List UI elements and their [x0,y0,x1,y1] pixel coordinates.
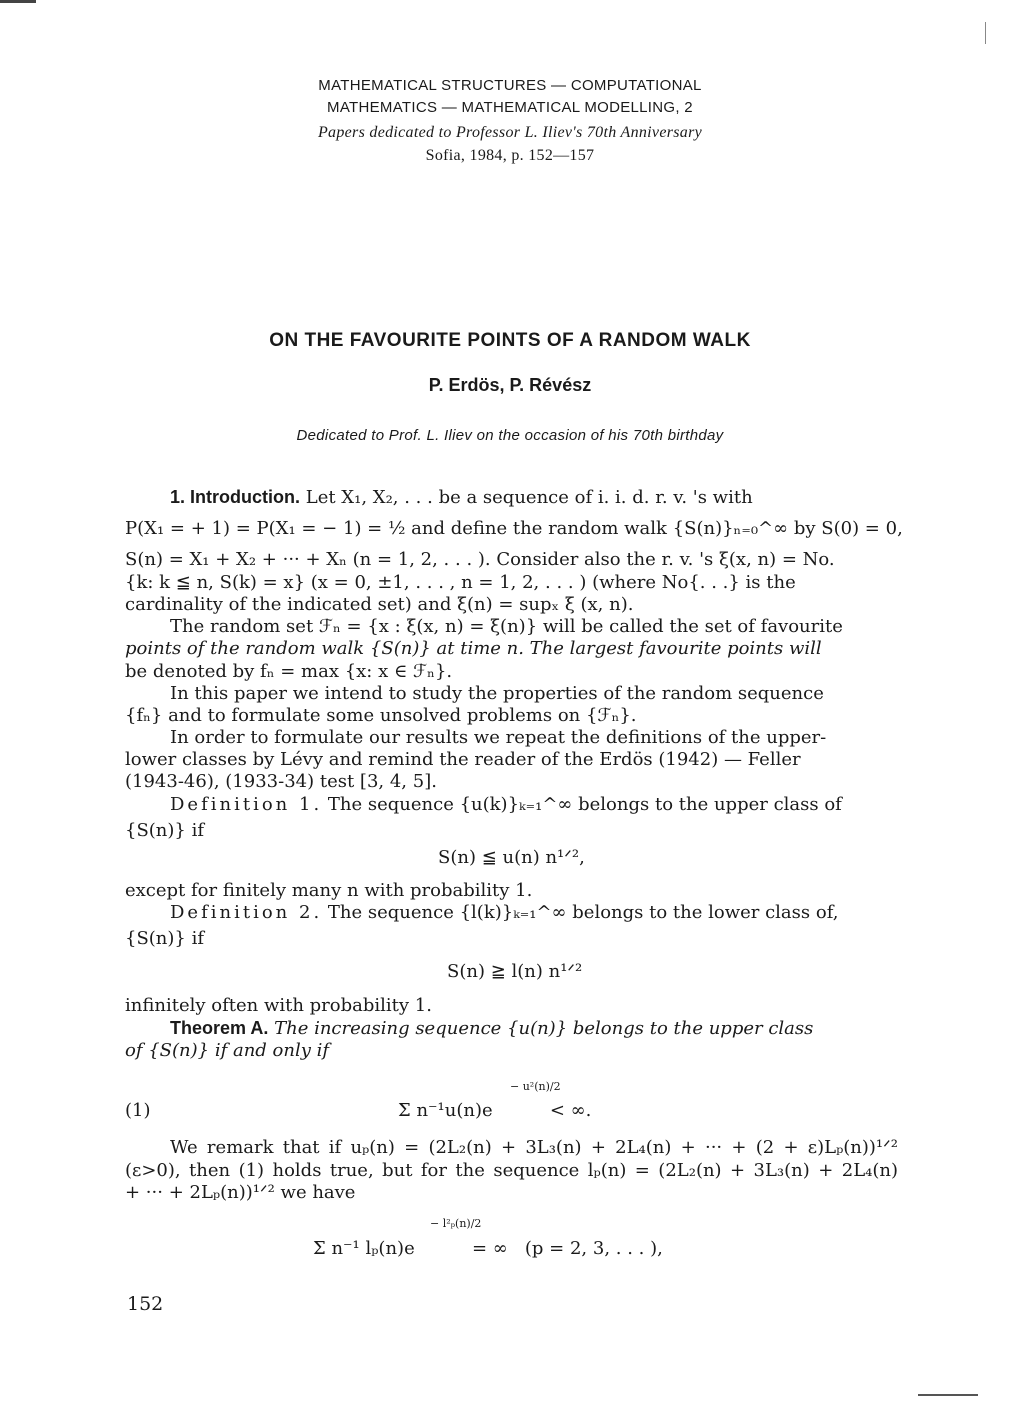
journal-header-line-3: Papers dedicated to Professor L. Iliev's 70th Anniversary [317,124,703,141]
intro-line-11: In order to formulate our results we repeat the definitions of the upper- [170,727,827,748]
definition-1-text: The sequence {u(k)}ₖ₌₁^∞ belongs to the upper class of [327,794,842,815]
intro-line-12: lower classes by Lévy and remind the reader of the Erdös (1942) — Feller [125,749,801,770]
journal-header-line-1: MATHEMATICAL STRUCTURES — COMPUTATIONAL [318,77,702,94]
theorem-a-line [170,1017,898,1040]
definition-1-line-2: {S(n)} if [125,820,205,841]
definition-1-line [170,794,898,816]
definition-2-label: Definition 2. [170,902,323,923]
scan-artifact-top-left [0,0,36,3]
intro-line-9: In this paper we intend to study the properties of the random sequence [170,683,824,704]
intro-line-8: be denoted by fₙ = max {x: x ∈ ℱₙ}. [125,661,453,682]
definition-2-line [170,902,898,924]
intro-line-1 [170,486,898,509]
page-number: 152 [127,1293,164,1315]
journal-header-line-4: Sofia, 1984, p. 152—157 [425,147,595,164]
definition-1-label: Definition 1. [170,794,323,815]
theorem-a-label: Theorem A. [170,1018,269,1038]
equation-1-number: (1) [125,1100,151,1121]
definition-1-equation: S(n) ≦ u(n) n¹ᐟ², [438,847,585,868]
theorem-a-line-2: of {S(n)} if and only if [125,1040,330,1061]
journal-header-line-2: MATHEMATICS — MATHEMATICAL MODELLING, 2 [327,99,693,116]
definition-2-after: infinitely often with probability 1. [125,995,432,1016]
intro-line-6: The random set ℱₙ = {x : ξ(x, n) = ξ(n)} will be called the set of favourite [170,616,843,637]
intro-line-10: {fₙ} and to formulate some unsolved problems on {ℱₙ}. [125,705,637,726]
definition-2-line-2: {S(n)} if [125,928,205,949]
paper-dedication: Dedicated to Prof. L. Iliev on the occasion of his 70th birthday [296,427,724,444]
definition-2-text: The sequence {l(k)}ₖ₌₁^∞ belongs to the lower class of, [327,902,839,923]
paper-title: ON THE FAVOURITE POINTS OF A RANDOM WALK [269,330,751,351]
intro-line-13: (1943-46), (1933-34) test [3, 4, 5]. [125,771,437,792]
scan-artifact-bottom-right [918,1394,978,1396]
equation-2: Σ n⁻¹ lₚ(n)e = ∞ (p = 2, 3, . . . ), [313,1238,663,1259]
section-heading: 1. Introduction. [170,487,300,507]
intro-line-7: points of the random walk {S(n)} at time n. The largest favourite points will [125,638,822,659]
intro-line-3: S(n) = X₁ + X₂ + ··· + Xₙ (n = 1, 2, . . . ). Consider also the r. v. 's ξ(x, n) = No. [125,549,835,570]
definition-1-after: except for finitely many n with probability 1. [125,880,533,901]
equation-1: Σ n⁻¹u(n)e < ∞. [398,1100,592,1121]
scan-artifact-top-right [985,22,986,44]
theorem-a-text: The increasing sequence {u(n)} belongs to the upper class [274,1018,814,1039]
paper-authors: P. Erdös, P. Révész [428,375,592,395]
remark-line-2: (ε>0), then (1) holds true, but for the sequence lₚ(n) = (2L₂(n) + 3L₃(n) + 2L₄(n) [125,1160,898,1181]
intro-line-1-text: Let X₁, X₂, . . . be a sequence of i. i. d. r. v. 's with [305,487,753,508]
remark-line-3: + ··· + 2Lₚ(n))¹ᐟ² we have [125,1182,356,1203]
equation-1-exponent: − u²(n)/2 [510,1080,561,1093]
intro-line-2: P(X₁ = + 1) = P(X₁ = − 1) = ½ and define the random walk {S(n)}ₙ₌₀^∞ by S(0) = 0, [125,518,903,539]
intro-line-4: {k: k ≦ n, S(k) = x} (x = 0, ±1, . . . , n = 1, 2, . . . ) (where No{. . .} is the [125,572,796,593]
definition-2-equation: S(n) ≧ l(n) n¹ᐟ² [447,961,583,982]
equation-2-exponent: − l²ₚ(n)/2 [430,1217,482,1230]
intro-line-5: cardinality of the indicated set) and ξ(n) = supₓ ξ (x, n). [125,594,634,615]
remark-line-1: We remark that if uₚ(n) = (2L₂(n) + 3L₃(n) + 2L₄(n) + ··· + (2 + ε)Lₚ(n))¹ᐟ² [170,1137,898,1158]
